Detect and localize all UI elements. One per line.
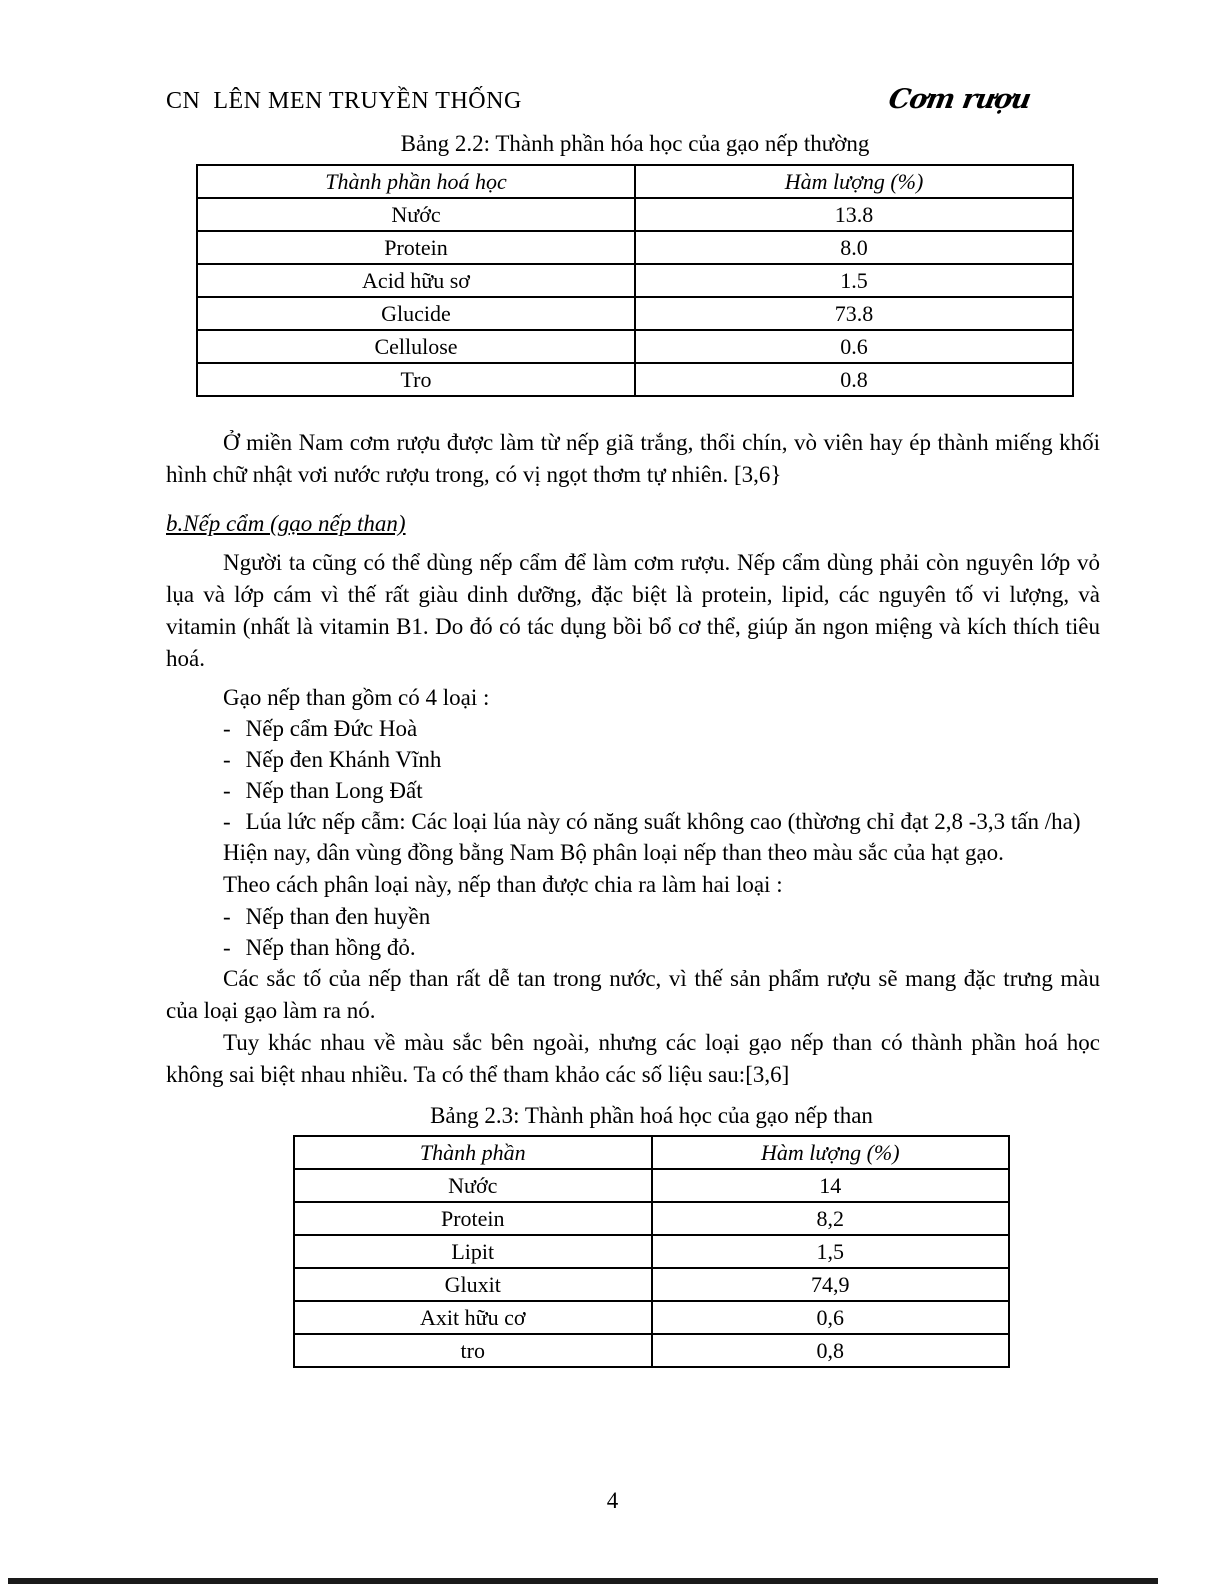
list-item (166, 713, 1100, 744)
paragraph-nguoi-ta: Người ta cũng có thể dùng nếp cẩm để làm cơm rượu. Nếp cẩm dùng phải còn nguyên lớp vỏ lụa và lớp cám vì thế rất giàu dinh dưỡng, đặc biệt là protein, lipid, các nguyên tố vi lượng, và vitamin (nhất là vitamin B1. Do đó có tác dụng bồi bổ cơ thể, giúp ăn ngon miệng và kích thích tiêu hoá. (166, 550, 1100, 671)
table-cell: Acid hữu sơ (197, 264, 635, 297)
list-item (166, 744, 1100, 775)
table-cell: Gluxit (294, 1268, 652, 1301)
list-item-text: Lúa lức nếp cẫm: Các loại lúa này có năng suất không cao (thừơng chỉ đạt 2,8 -3,3 tấn /ha) (245, 809, 1081, 834)
table-row (197, 297, 1073, 330)
paragraph-mien-nam: Ở miền Nam cơm rượu được làm từ nếp giã trắng, thổi chín, vò viên hay ép thành miếng khối hình chữ nhật vơi nước rượu trong, có vị ngọt thơm tự nhiên. [3,6} (166, 430, 1100, 487)
table-cell: Cellulose (197, 330, 635, 363)
table-cell: 73.8 (635, 297, 1073, 330)
dash-bullet: - (223, 809, 231, 834)
page-header (0, 0, 1225, 115)
paragraph-cac-sac-to: Các sắc tố của nếp than rất dễ tan trong nước, vì thế sản phẩm rượu sẽ mang đặc trưng màu của loại gạo làm ra nó. (166, 966, 1100, 1023)
table-row (294, 1202, 1009, 1235)
table-2-2-col-header-amount: Hàm lượng (%) (635, 165, 1073, 198)
page-content (0, 131, 1225, 1368)
page-header-title: CN LÊN MEN TRUYỀN THỐNG (166, 88, 522, 114)
table-2-3-caption: Bảng 2.3: Thành phần hoá học của gạo nếp than (430, 1103, 873, 1128)
table-2-3 (293, 1135, 1010, 1368)
table-cell: Axit hữu cơ (294, 1301, 652, 1334)
table-cell: 1.5 (635, 264, 1073, 297)
scan-edge-artifact (8, 1578, 1158, 1584)
dash-bullet: - (223, 935, 231, 960)
table-row (197, 330, 1073, 363)
page-number: 4 (606, 1488, 619, 1513)
table-row (197, 264, 1073, 297)
table-row (294, 1334, 1009, 1367)
list-item-text: Nếp đen Khánh Vĩnh (245, 747, 442, 772)
header-handwritten-label: Cơm rượu (886, 84, 1033, 115)
table-row (197, 231, 1073, 264)
table-cell: Lipit (294, 1235, 652, 1268)
table-header-row (294, 1136, 1009, 1169)
table-cell: 8.0 (635, 231, 1073, 264)
table-cell: 0,6 (652, 1301, 1010, 1334)
table-cell: 14 (652, 1169, 1010, 1202)
list-item-text: Nếp than Long Đất (245, 778, 423, 803)
table-2-2 (196, 164, 1074, 397)
table-cell: Nước (294, 1169, 652, 1202)
list-item-text: Nếp than đen huyền (245, 904, 431, 929)
dash-bullet: - (223, 778, 231, 803)
table-row (294, 1268, 1009, 1301)
dash-bullet: - (223, 747, 231, 772)
list-item (166, 901, 1100, 932)
table-row (294, 1169, 1009, 1202)
table-cell: 8,2 (652, 1202, 1010, 1235)
table-2-3-col-header-component: Thành phần (294, 1136, 652, 1169)
table-header-row (197, 165, 1073, 198)
paragraph-hien-nay: Hiện nay, dân vùng đồng bằng Nam Bộ phân loại nếp than theo màu sắc của hạt gạo. (223, 840, 1004, 865)
table-cell: 0.8 (635, 363, 1073, 396)
list-intro: Gạo nếp than gồm có 4 loại : (223, 685, 490, 710)
list-item-text: Nếp than hồng đỏ. (245, 935, 416, 960)
table-2-2-caption: Bảng 2.2: Thành phần hóa học của gạo nếp thường (400, 131, 870, 156)
list-item (166, 932, 1100, 963)
section-heading-nep-cam: b.Nếp cẩm (gạo nếp than) (166, 511, 406, 536)
table-cell: Protein (197, 231, 635, 264)
table-2-2-col-header-component: Thành phần hoá học (197, 165, 635, 198)
table-cell: Glucide (197, 297, 635, 330)
table-cell: Nước (197, 198, 635, 231)
table-cell: Tro (197, 363, 635, 396)
dash-bullet: - (223, 716, 231, 741)
paragraph-block (223, 837, 1100, 901)
table-cell: tro (294, 1334, 652, 1367)
table-cell: 13.8 (635, 198, 1073, 231)
paragraph-theo-cach: Theo cách phân loại này, nếp than được chia ra làm hai loại : (223, 872, 783, 897)
table-row (197, 363, 1073, 396)
dash-bullet: - (223, 904, 231, 929)
table-cell: 0.6 (635, 330, 1073, 363)
table-row (197, 198, 1073, 231)
table-row (294, 1235, 1009, 1268)
list-item (166, 775, 1100, 806)
table-2-3-col-header-amount: Hàm lượng (%) (652, 1136, 1010, 1169)
table-row (294, 1301, 1009, 1334)
list-item (166, 806, 1100, 837)
table-cell: 0,8 (652, 1334, 1010, 1367)
paragraph-tuy-khac: Tuy khác nhau về màu sắc bên ngoài, nhưng các loại gạo nếp than có thành phần hoá học không sai biệt nhau nhiều. Ta có thể tham khảo các số liệu sau:[3,6] (166, 1030, 1100, 1087)
table-cell: Protein (294, 1202, 652, 1235)
table-cell: 1,5 (652, 1235, 1010, 1268)
table-cell: 74,9 (652, 1268, 1010, 1301)
list-item-text: Nếp cẩm Đức Hoà (245, 716, 418, 741)
